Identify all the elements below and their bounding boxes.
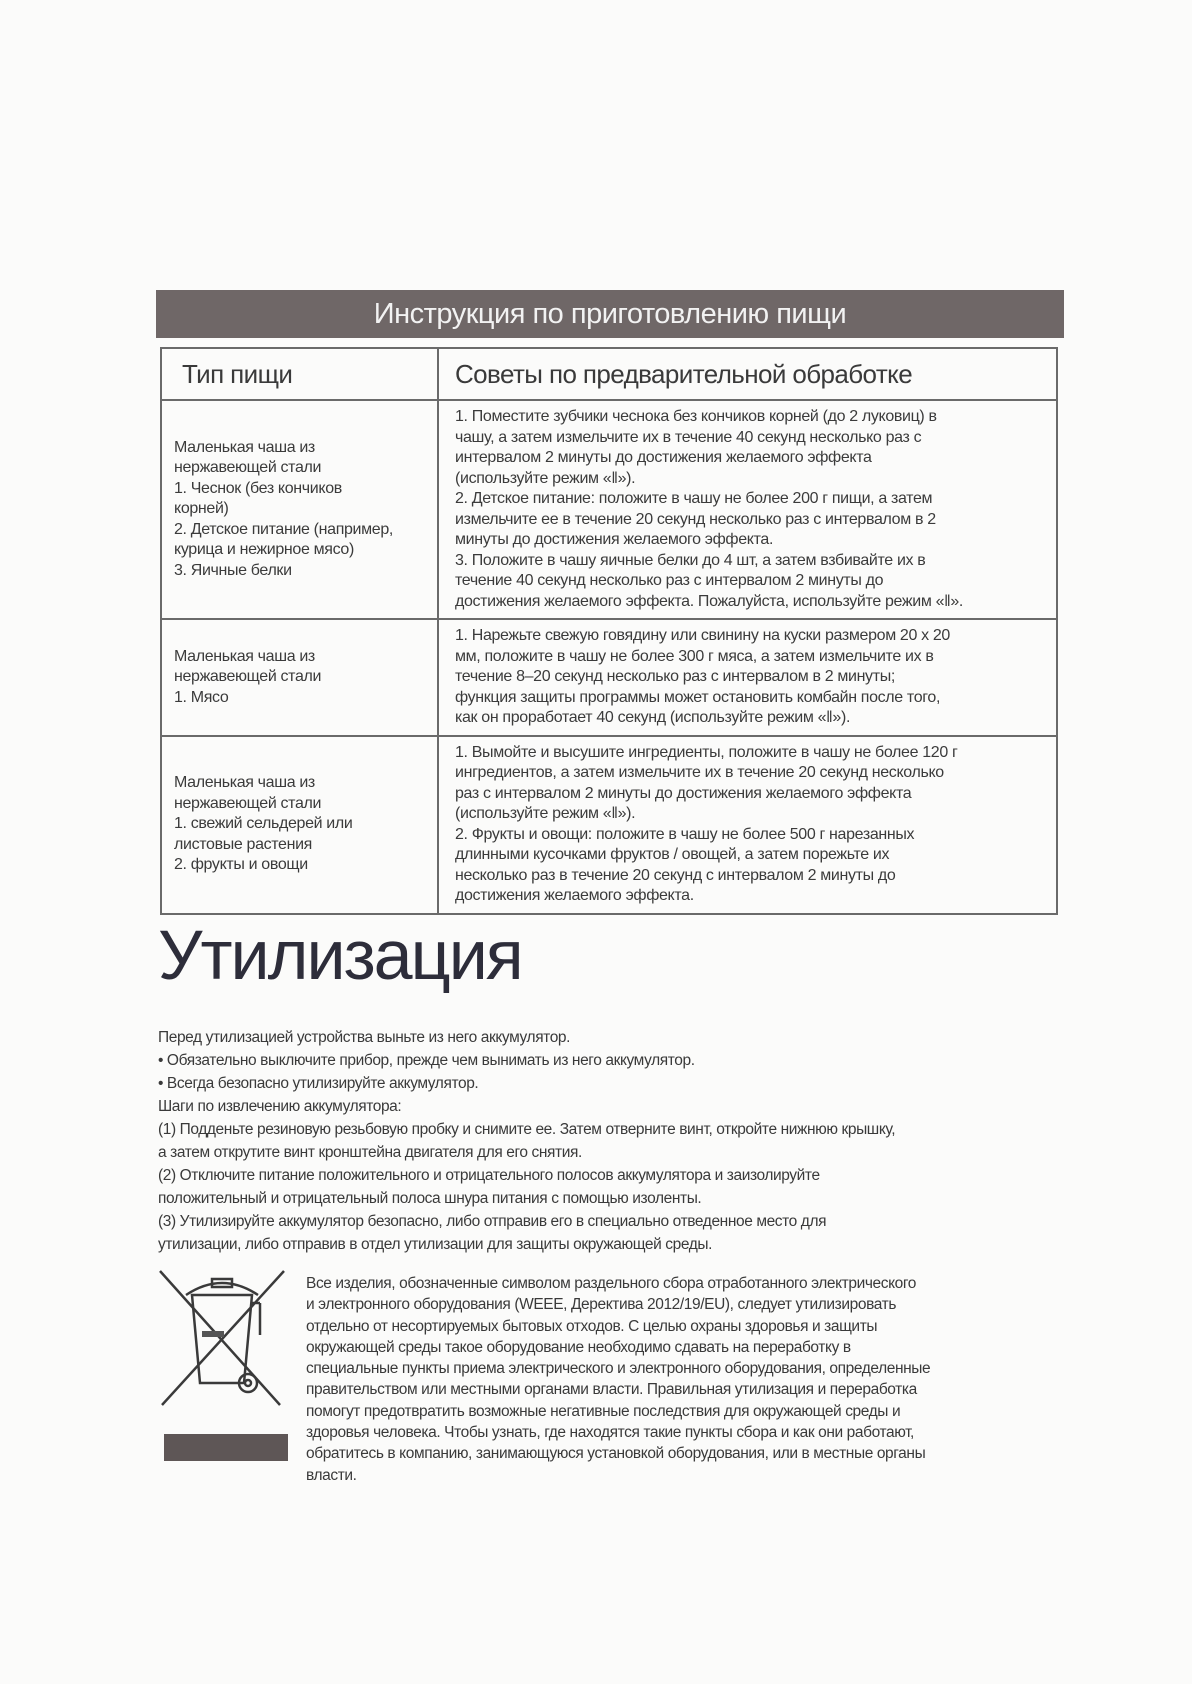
food-type-cell	[161, 619, 438, 736]
text-line: Маленькая чаша из	[174, 438, 315, 456]
text-line: листовые растения	[174, 835, 312, 853]
disposal-title: Утилизация	[158, 916, 522, 994]
disposal-instructions	[158, 1026, 895, 1256]
text-line: как он проработает 40 секунд (используйте режим «‖»).	[455, 709, 851, 726]
text-line: течение 40 секунд несколько раз с интервалом 2 минуты до	[455, 572, 884, 589]
text-line: корней)	[174, 500, 229, 518]
text-line: 2. Фрукты и овощи: положите в чашу не более 500 г нарезанных	[455, 825, 915, 843]
tips-cell	[438, 619, 1057, 736]
text-line: Маленькая чаша из	[174, 647, 315, 665]
food-type-cell	[161, 736, 438, 914]
food-type-cell	[161, 400, 438, 619]
text-line: чашу, а затем измельчите их в течение 40 секунд несколько раз с	[455, 428, 922, 446]
text-line: функция защиты программы может остановить комбайн после того,	[455, 688, 941, 706]
section-banner: Инструкция по приготовлению пищи	[156, 290, 1064, 338]
text-line: ингредиентов, а затем измельчите их в течение 20 секунд несколько	[455, 764, 944, 781]
text-line: течение 8–20 секунд несколько раз с интервалом в 2 минуты;	[455, 668, 895, 685]
text-line: помогут предотвратить возможные негативные последствия для окружающей среды и	[306, 1402, 901, 1420]
text-line: минуты до достижения желаемого эффекта.	[455, 531, 774, 548]
text-line: 3. Яичные белки	[174, 561, 292, 579]
text-line: нержавеющей стали	[174, 794, 322, 812]
column-header-food-type: Тип пищи	[161, 348, 438, 400]
text-line: достижения желаемого эффекта. Пожалуйста, используйте режим «‖».	[455, 592, 964, 610]
text-line: власти.	[306, 1466, 357, 1484]
table-row	[161, 736, 1057, 914]
text-line: 2. Детское питание (например,	[174, 520, 393, 538]
text-line: • Обязательно выключите прибор, прежде чем вынимать из него аккумулятор.	[158, 1052, 695, 1069]
column-header-tips: Советы по предварительной обработке	[438, 348, 1057, 400]
text-line: Маленькая чаша из	[174, 774, 315, 792]
text-line: окружающей среды такое оборудование необходимо сдавать на переработку в	[306, 1338, 851, 1356]
text-line: 1. Вымойте и высушите ингредиенты, положите в чашу не более 120 г	[455, 743, 958, 761]
text-line: (2) Отключите питание положительного и отрицательного полосов аккумулятора и заизолируйте	[158, 1167, 820, 1184]
text-line: 2. Детское питание: положите в чашу не более 200 г пищи, а затем	[455, 490, 933, 507]
text-line: 1. Мясо	[174, 688, 229, 706]
text-line: обратитесь в компанию, занимающуюся установкой оборудования, или в местные органы	[306, 1445, 926, 1463]
text-line: утилизации, либо отправив в отдел утилизации для защиты окружающей среды.	[158, 1236, 713, 1253]
tips-cell	[438, 736, 1057, 914]
table-row	[161, 400, 1057, 619]
text-line: Все изделия, обозначенные символом раздельного сбора отработанного электрического	[306, 1275, 917, 1292]
text-line: раз с интервалом 2 минуты до достижения желаемого эффекта	[455, 784, 912, 802]
text-line: длинными кусочками фруктов / овощей, а затем порежьте их	[455, 846, 890, 863]
text-line: отдельно от несортируемых бытовых отходов. С целью охраны здоровья и защиты	[306, 1317, 878, 1335]
text-line: Перед утилизацией устройства выньте из него аккумулятор.	[158, 1029, 571, 1046]
text-line: 1. Поместите зубчики чеснока без кончиков корней (до 2 луковиц) в	[455, 408, 937, 425]
text-line: 1. Чеснок (без кончиков	[174, 479, 342, 497]
text-line: курица и нежирное мясо)	[174, 541, 354, 559]
food-prep-table	[160, 347, 1058, 915]
text-line: 3. Положите в чашу яичные белки до 4 шт, а затем взбивайте их в	[455, 551, 926, 569]
text-line: Шаги по извлечению аккумулятора:	[158, 1098, 402, 1115]
text-line: (используйте режим «‖»).	[455, 805, 636, 822]
text-line: 2. фрукты и овощи	[174, 856, 308, 874]
text-line: (используйте режим «‖»).	[455, 469, 636, 487]
text-line: измельчите ее в течение 20 секунд несколько раз с интервалом в 2	[455, 510, 936, 528]
text-line: и электронного оборудования (WEEE, Деректива 2012/19/EU), следует утилизировать	[306, 1296, 896, 1314]
text-line: нержавеющей стали	[174, 668, 322, 685]
text-line: правительством или местными органами власти. Правильная утилизация и переработка	[306, 1381, 917, 1399]
text-line: достижения желаемого эффекта.	[455, 887, 694, 904]
text-line: а затем открутите винт кронштейна двигателя для его снятия.	[158, 1144, 582, 1161]
text-line: (1) Подденьте резиновую резьбовую пробку и снимите ее. Затем отверните винт, откройте нижнюю крышку,	[158, 1121, 896, 1138]
weee-paragraph	[306, 1273, 930, 1486]
text-line: 1. свежий сельдерей или	[174, 815, 353, 833]
text-line: специальные пункты приема электрического и электронного оборудования, определенные	[306, 1360, 931, 1378]
weee-crossed-bin-icon	[156, 1265, 288, 1410]
text-line: положительный и отрицательный полоса шнура питания с помощью изоленты.	[158, 1190, 702, 1207]
tips-cell	[438, 400, 1057, 619]
weee-underline-bar	[164, 1434, 288, 1461]
text-line: интервалом 2 минуты до достижения желаемого эффекта	[455, 449, 872, 466]
table-header-row	[161, 348, 1057, 400]
text-line: несколько раз в течение 20 секунд с интервалом 2 минуты до	[455, 866, 896, 884]
text-line: (3) Утилизируйте аккумулятор безопасно, либо отправив его в специально отведенное место для	[158, 1213, 827, 1230]
text-line: мм, положите в чашу не более 300 г мяса, а затем измельчите их в	[455, 647, 934, 665]
text-line: 1. Нарежьте свежую говядину или свинину на куски размером 20 х 20	[455, 627, 950, 644]
table-row	[161, 619, 1057, 736]
text-line: здоровья человека. Чтобы узнать, где находятся такие пункты сбора и как они работают,	[306, 1424, 914, 1442]
text-line: • Всегда безопасно утилизируйте аккумулятор.	[158, 1075, 479, 1092]
text-line: нержавеющей стали	[174, 459, 322, 477]
